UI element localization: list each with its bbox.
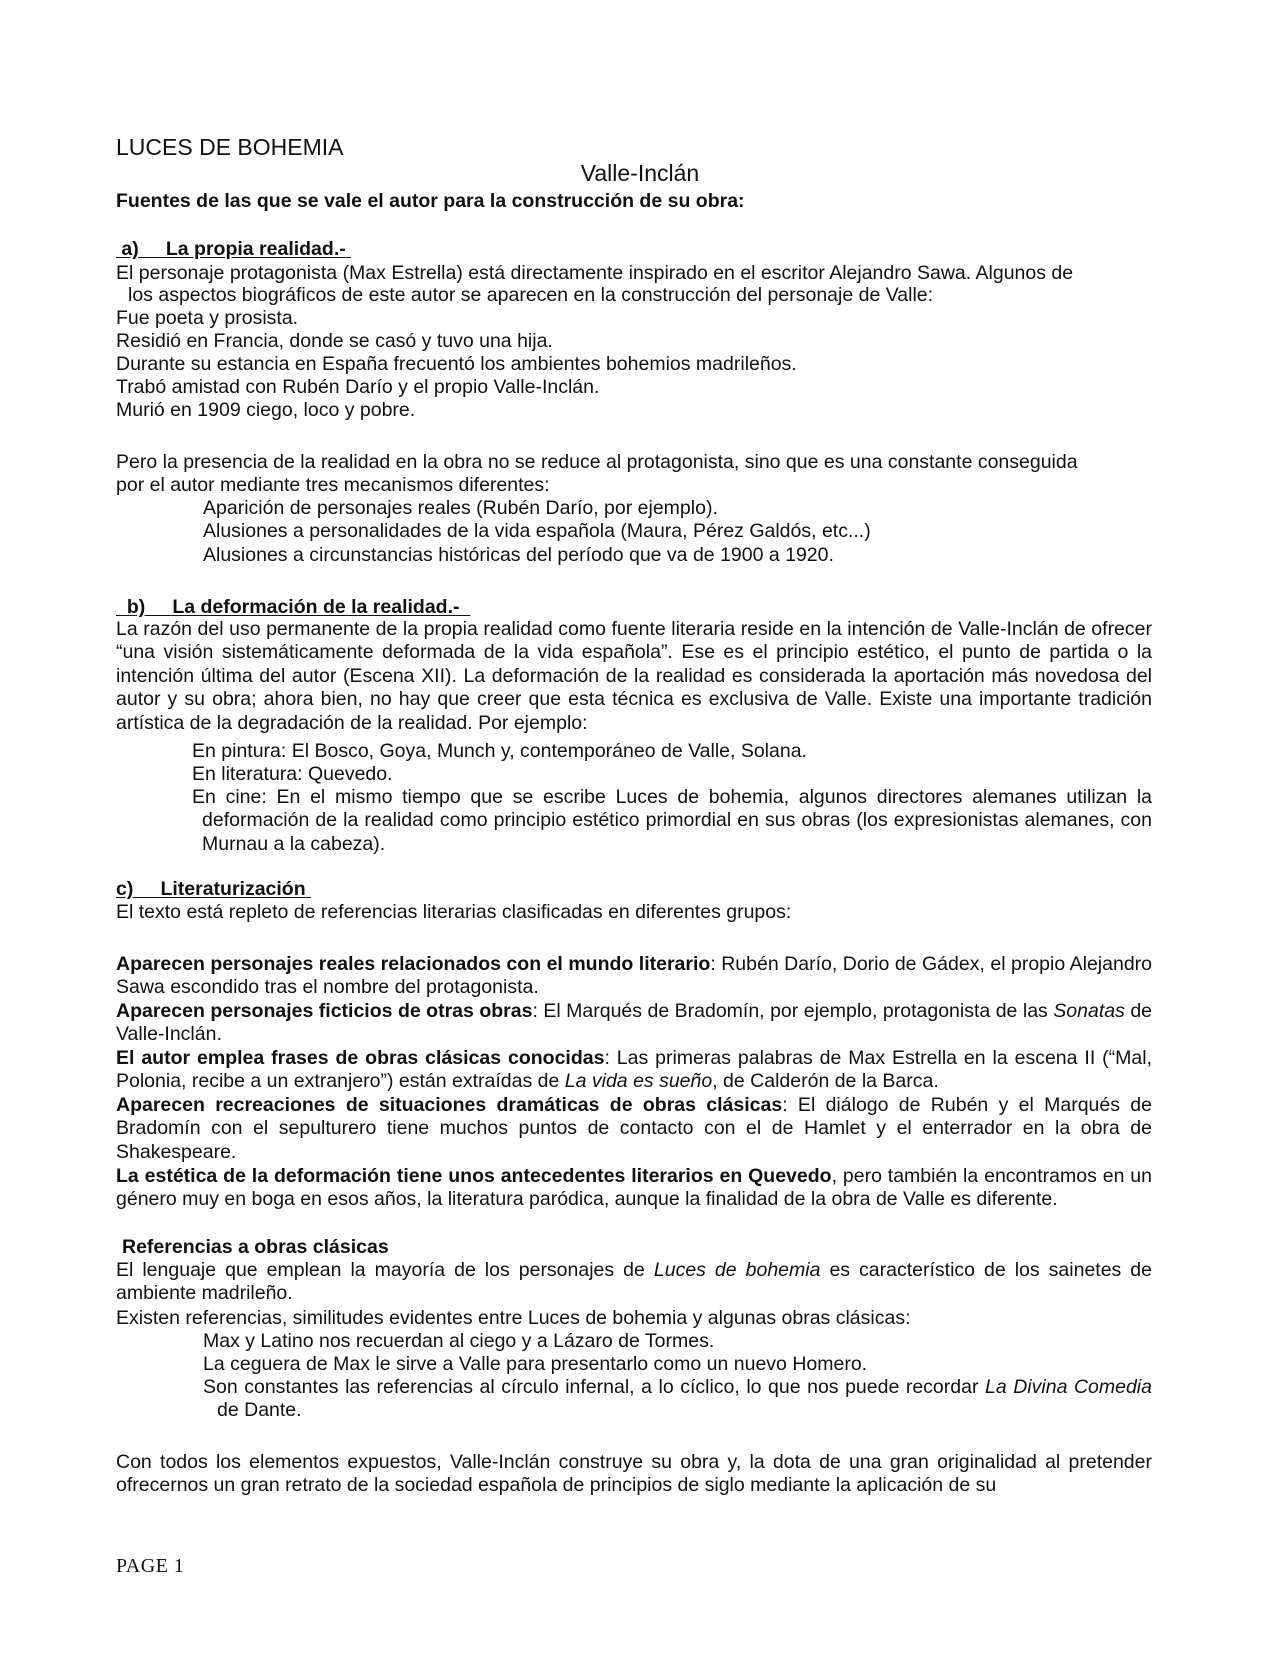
- section-c-heading: [116, 878, 311, 901]
- reference-group-text: : Rubén Darío, Dorio de Gádex, el propio Alejandro Sawa escondido tras el nombre del protagonista.: [116, 953, 1152, 999]
- reference-group: [116, 953, 1152, 1000]
- reference-group-text: , de Calderón de la Barca.: [712, 1070, 939, 1093]
- reference-group-text: : El Marqués de Bradomín, por ejemplo, protagonista de las: [532, 1000, 1054, 1022]
- page-number: PAGE 1: [116, 1555, 185, 1577]
- reference-item: La ceguera de Max le sirve a Valle para presentarlo como un nuevo Homero.: [203, 1353, 868, 1375]
- reference-group: [116, 1047, 1152, 1094]
- mechanism-item: Aparición de personajes reales (Rubén Darío, por ejemplo).: [203, 497, 718, 519]
- reference-group-text: : Las primeras palabras de Max Estrella en la escena II (“Mal, Polonia, recibe a un extranjero”) están extraídas de: [116, 1047, 1152, 1093]
- section-refs-text: es característico de los sainetes de ambiente madrileño.: [116, 1259, 1153, 1305]
- section-a-paragraph-line: por el autor mediante tres mecanismos diferentes:: [116, 474, 550, 496]
- reference-group: [116, 1165, 1152, 1212]
- section-a-heading: [116, 238, 351, 261]
- document-subtitle: Fuentes de las que se vale el autor para la construcción de su obra:: [116, 190, 745, 212]
- reference-group-text: de Valle-Inclán.: [116, 1000, 1153, 1046]
- reference-item-text: de Dante.: [217, 1399, 302, 1422]
- section-a-title: La propia realidad.-: [165, 238, 346, 260]
- reference-work-title: Luces de bohemia: [653, 1259, 821, 1281]
- reference-group-title: Aparecen personajes reales relacionados con el mundo literario: [116, 953, 711, 975]
- section-refs-paragraph: Existen referencias, similitudes evidentes entre Luces de bohemia y algunas obras clásicas:: [116, 1307, 911, 1329]
- reference-item-text: Son constantes las referencias al círculo infernal, a lo cíclico, lo que nos puede recordar: [203, 1376, 985, 1398]
- reference-group-title: Aparecen recreaciones de situaciones dramáticas de obras clásicas: [116, 1094, 783, 1116]
- section-b-title: La deformación de la realidad.-: [172, 596, 460, 618]
- fact-item: Murió en 1909 ciego, loco y pobre.: [116, 399, 416, 421]
- mechanism-item: Alusiones a personalidades de la vida española (Maura, Pérez Galdós, etc...): [203, 520, 871, 542]
- example-item: En pintura: El Bosco, Goya, Munch y, contemporáneo de Valle, Solana.: [192, 740, 807, 762]
- reference-work-title: Sonatas: [1053, 1000, 1125, 1022]
- example-item: En cine: En el mismo tiempo que se escribe Luces de bohemia, algunos directores alemanes utilizan la deformación de la realidad como principio estético primordial en sus obras (los expresionistas alemanes, con Murnau a la cabeza).: [192, 786, 1152, 855]
- example-item: En literatura: Quevedo.: [192, 763, 393, 785]
- section-c-intro: El texto está repleto de referencias literarias clasificadas en diferentes grupos:: [116, 901, 792, 923]
- mechanism-item: Alusiones a circunstancias históricas del período que va de 1900 a 1920.: [203, 544, 834, 566]
- reference-group-title: El autor emplea frases de obras clásicas conocidas: [116, 1047, 605, 1069]
- section-a-label: a): [121, 238, 139, 260]
- section-a-paragraph-line: Pero la presencia de la realidad en la obra no se reduce al protagonista, sino que es una constante conseguida: [116, 451, 1078, 473]
- section-refs-heading: Referencias a obras clásicas: [122, 1236, 389, 1258]
- reference-work-title: La vida es sueño: [564, 1070, 713, 1093]
- document-author: Valle-Inclán: [580, 160, 700, 186]
- section-b-paragraph: La razón del uso permanente de la propia realidad como fuente literaria reside en la intención de Valle-Inclán de ofrecer “una visión sistemáticamente deformada de la vida española”. Ese es el principio estético, el punto de partida o la intención última del autor (Escena XII). La deformación de la realidad es considerada la aportación más novedosa del autor y su obra; ahora bien, no hay que creer que esta técnica es exclusiva de Valle. Existe una importante tradición artística de la degradación de la realidad. Por ejemplo:: [116, 618, 1152, 734]
- section-c-label: c): [116, 878, 134, 900]
- section-a-paragraph-line: los aspectos biográficos de este autor se aparecen en la construcción del personaje de Valle:: [128, 284, 934, 306]
- reference-work-title: La Divina Comedia: [985, 1376, 1152, 1398]
- document-title: LUCES DE BOHEMIA: [116, 134, 344, 160]
- reference-group: [116, 1000, 1152, 1047]
- fact-item: Trabó amistad con Rubén Darío y el propio Valle-Inclán.: [116, 376, 600, 398]
- closing-paragraph: Con todos los elementos expuestos, Valle-Inclán construye su obra y, la dota de una gran originalidad al pretender ofrecernos un gran retrato de la sociedad española de principios de siglo mediante la aplicación de su: [116, 1451, 1152, 1497]
- fact-item: Fue poeta y prosista.: [116, 307, 299, 329]
- section-b-heading: [116, 596, 470, 619]
- section-refs-text: El lenguaje que emplean la mayoría de los personajes de: [116, 1259, 654, 1281]
- fact-item: Durante su estancia en España frecuentó los ambientes bohemios madrileños.: [116, 353, 797, 375]
- section-refs-paragraph: [116, 1259, 1152, 1306]
- reference-group-text: , pero también la encontramos en un género muy en boga en esos años, la literatura paródica, aunque la finalidad de la obra de Valle es diferente.: [116, 1165, 1152, 1211]
- section-b-label: b): [126, 596, 146, 618]
- reference-group-text: : El diálogo de Rubén y el Marqués de Bradomín con el sepulturero tiene muchos puntos de contacto con el de Hamlet y el enterrador en la obra de Shakespeare.: [116, 1094, 1153, 1163]
- reference-item: [203, 1376, 1152, 1423]
- fact-item: Residió en Francia, donde se casó y tuvo una hija.: [116, 330, 553, 352]
- section-a-paragraph-line: El personaje protagonista (Max Estrella) está directamente inspirado en el escritor Alejandro Sawa. Algunos de: [116, 262, 1074, 284]
- reference-item: Max y Latino nos recuerdan al ciego y a Lázaro de Tormes.: [203, 1330, 715, 1352]
- reference-group-title: La estética de la deformación tiene unos antecedentes literarios en Quevedo: [116, 1165, 832, 1187]
- reference-group: [116, 1094, 1152, 1164]
- reference-group-title: Aparecen personajes ficticios de otras obras: [116, 1000, 533, 1022]
- section-c-title: Literaturización: [160, 878, 306, 900]
